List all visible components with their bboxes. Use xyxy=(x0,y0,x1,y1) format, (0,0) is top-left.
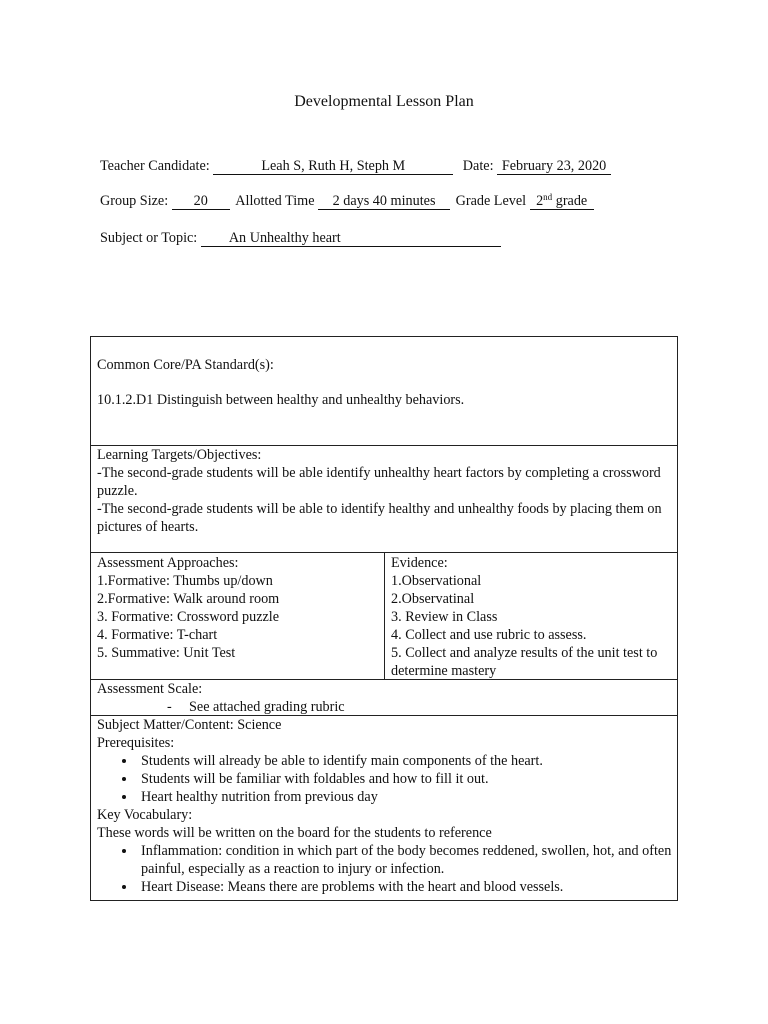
group-line xyxy=(100,193,594,210)
approach-item: 1.Formative: Thumbs up/down xyxy=(97,573,273,589)
allotted-time-value: 2 days 40 minutes xyxy=(318,194,450,210)
scale-section xyxy=(90,679,678,716)
subject-label: Subject or Topic: xyxy=(100,230,198,246)
evidence-item: 4. Collect and use rubric to assess. xyxy=(391,627,587,643)
prereq-item: • Heart healthy nutrition from previous day xyxy=(137,788,677,806)
assessment-section xyxy=(90,552,678,680)
approach-item: 5. Summative: Unit Test xyxy=(97,645,236,661)
page-title: Developmental Lesson Plan xyxy=(294,93,474,110)
vocab-heading: Key Vocabulary: xyxy=(97,807,193,823)
content-heading: Subject Matter/Content: Science xyxy=(97,717,282,733)
standards-heading: Common Core/PA Standard(s): xyxy=(97,357,274,373)
grade-ordinal: nd xyxy=(543,192,553,202)
prereq-item: • Students will be familiar with foldables and how to fill it out. xyxy=(137,770,677,788)
evidence-item: 2.Observatinal xyxy=(391,591,475,607)
date-label: Date: xyxy=(462,158,494,174)
vocab-intro: These words will be written on the board for the students to reference xyxy=(97,825,492,841)
date-value: February 23, 2020 xyxy=(497,159,611,175)
prereq-heading: Prerequisites: xyxy=(97,735,175,751)
content-section xyxy=(90,715,678,901)
approach-item: 2.Formative: Walk around room xyxy=(97,591,280,607)
assessment-approaches xyxy=(91,553,385,679)
objective-item: -The second-grade students will be able identify unhealthy heart factors by completing a crossword puzzle. xyxy=(97,465,661,499)
group-size-value: 20 xyxy=(172,194,230,210)
assessment-evidence xyxy=(385,553,677,679)
evidence-item: 5. Collect and analyze results of the unit test to determine mastery xyxy=(391,645,658,679)
evidence-item: 3. Review in Class xyxy=(391,609,498,625)
approach-item: 3. Formative: Crossword puzzle xyxy=(97,609,280,625)
grade-level-value xyxy=(530,194,594,210)
objectives-section xyxy=(90,445,678,553)
grade-number: 2 xyxy=(536,193,544,209)
prereq-item: • Students will already be able to identify main components of the heart. xyxy=(137,752,677,770)
standards-section xyxy=(90,336,678,446)
teacher-line xyxy=(100,158,611,175)
grade-level-label: Grade Level xyxy=(455,193,527,209)
scale-heading: Assessment Scale: xyxy=(97,681,203,697)
vocab-item: • Inflammation: condition in which part of the body becomes reddened, swollen, hot, and often painful, especially as a reaction to injury or infection. xyxy=(137,842,677,878)
objectives-heading: Learning Targets/Objectives: xyxy=(97,447,262,463)
teacher-label: Teacher Candidate: xyxy=(100,158,210,174)
objective-item: -The second-grade students will be able to identify healthy and unhealthy foods by placing them on pictures of hearts. xyxy=(97,501,662,535)
approach-item: 4. Formative: T-chart xyxy=(97,627,218,643)
scale-item: - See attached grading rubric xyxy=(167,698,677,716)
evidence-heading: Evidence: xyxy=(391,555,448,571)
group-size-label: Group Size: xyxy=(100,193,169,209)
approaches-heading: Assessment Approaches: xyxy=(97,555,239,571)
vocab-item: • Heart Disease: Means there are problems with the heart and blood vessels. xyxy=(137,878,677,896)
grade-suffix: grade xyxy=(552,193,588,209)
allotted-time-label: Allotted Time xyxy=(235,193,315,209)
subject-value: An Unhealthy heart xyxy=(201,231,501,247)
evidence-item: 1.Observational xyxy=(391,573,482,589)
subject-line xyxy=(100,230,501,247)
standards-text: 10.1.2.D1 Distinguish between healthy and unhealthy behaviors. xyxy=(97,392,465,408)
teacher-value: Leah S, Ruth H, Steph M xyxy=(213,159,453,175)
